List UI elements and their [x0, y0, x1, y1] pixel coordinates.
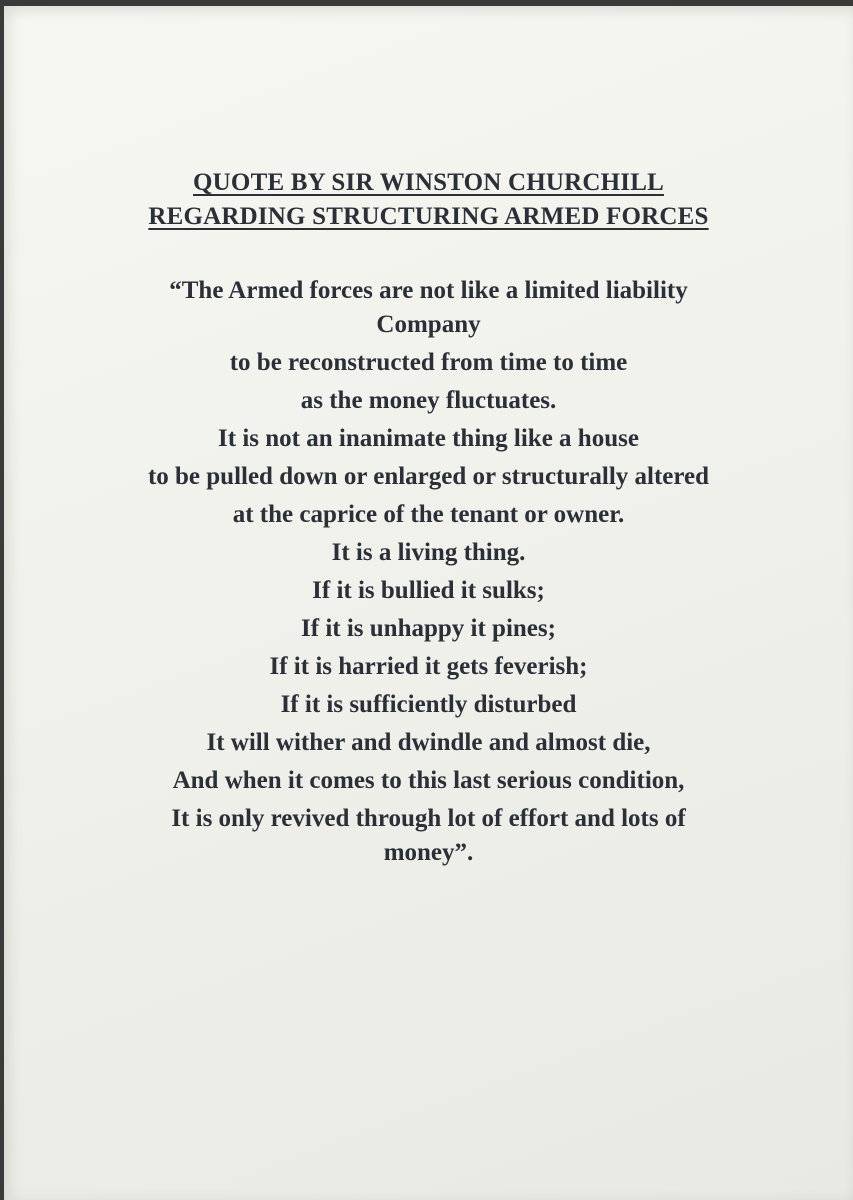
quote-line: And when it comes to this last serious condition,	[172, 767, 685, 794]
quote-line: It will wither and dwindle and almost die,	[206, 729, 651, 756]
paper-sheet	[4, 6, 853, 1200]
title-line-1: QUOTE BY SIR WINSTON CHURCHILL	[193, 169, 664, 196]
quote-line: Company	[376, 311, 481, 338]
quote-line: “The Armed forces are not like a limited liability	[169, 277, 688, 304]
quote-line: It is only revived through lot of effort and lots of	[171, 805, 686, 832]
quote-body	[44, 274, 813, 874]
quote-line: as the money fluctuates.	[300, 387, 557, 414]
document-title	[4, 166, 853, 234]
quote-line: at the caprice of the tenant or owner.	[232, 501, 625, 528]
quote-line: It is a living thing.	[331, 539, 526, 566]
quote-line: It is not an inanimate thing like a house	[218, 425, 639, 452]
quote-line: If it is bullied it sulks;	[312, 577, 545, 604]
quote-line: If it is unhappy it pines;	[301, 615, 556, 642]
title-line-2: REGARDING STRUCTURING ARMED FORCES	[148, 203, 709, 230]
quote-line: If it is harried it gets feverish;	[269, 653, 588, 680]
quote-line: money”.	[383, 839, 474, 866]
quote-line: to be reconstructed from time to time	[229, 349, 628, 376]
quote-line: If it is sufficiently disturbed	[280, 691, 577, 718]
quote-line: to be pulled down or enlarged or structurally altered	[147, 463, 710, 490]
